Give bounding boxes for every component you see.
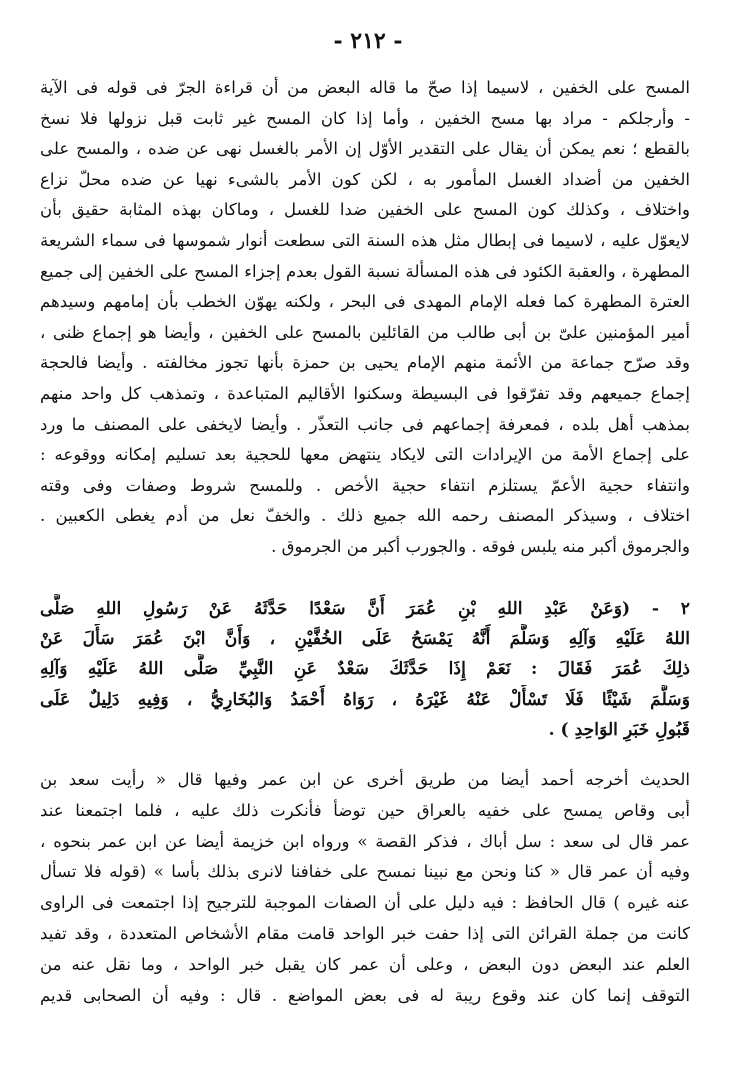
text-line: العلم عند البعض دون البعض ، وعلى أن عمر كان يقبل خبر الواحد ، وما نقل عنه من (40, 954, 690, 974)
text-line: بالقطع ؛ نعم يمكن أن يقال على التقدير الأوّل إن الأمر بالغسل نهى عن ضده ، والمسح على (40, 139, 690, 159)
text-line: عمر قال لى سعد : سل أباك ، فذكر القصة » ورواه ابن خزيمة أيضا عن ابن عمر بنحوه ، (40, 831, 690, 851)
page-number: - ٢١٢ - (333, 28, 403, 54)
hadith-line: اللهُ عَلَيْهِ وَآلِهِ وَسَلَّمَ أَنَّهُ يَمْسَحُ عَلَى الخُفَّيْنِ ، وَأَنَّ ابْنَ عُمَرَ سَأَلَ عَنْ (40, 629, 690, 650)
text-line: المطهرة ، والعقبة الكئود فى هذه المسألة نسبة القول بعدم إجزاء المسح على الخفين إلى جميع (40, 261, 690, 281)
text-line: بمذهب أهل بلده ، فمعرفة إجماعهم فى جانب التعذّر . وأيضا لايخفى على المصنف ما ورد (40, 414, 690, 434)
text-line: كانت من جملة القرائن التى إذا حفت خبر الواحد قامت مقام الأشخاص المتعددة ، وقد تفيد (40, 923, 690, 943)
text-line: وقد صرّح جماعة من الأئمة منهم الإمام يحيى بن حمزة بأنها تجوز مخالفته . وأيضا فالحجة (40, 353, 690, 373)
text-line: واختلاف ، وكذلك كون المسح على الخفين ضدا للغسل ، وماكان بهذه المثابة حقيق بأن (40, 200, 690, 220)
text-line: - وأرجلكم - مراد بها مسح الخفين ، وأما إذا كان المسح غير ثابت قبل نزولها فلا نسخ (40, 108, 690, 128)
commentary-paragraph-bottom (40, 765, 690, 1011)
text-line: الخفين من أضداد الغسل المأمور به ، لكن كون الأمر بالشىء نهيا عن ضده محلّ نزاع (40, 169, 690, 189)
text-line: اختلاف ، وسيذكر المصنف رحمه الله جميع ذلك . والخفّ نعل من أدم يغطى الكعبين . (40, 506, 690, 526)
text-line: المسح على الخفين ، لاسيما إذا صحّ ما قاله البعض من أن قراءة الجرّ فى قوله فى الآية (40, 78, 690, 97)
hadith-line: ذلِكَ عُمَرَ فَقَالَ : نَعَمْ إِذَا حَدَّثَكَ سَعْدٌ عَنِ النَّبِيِّ صَلَّى اللهُ عَلَيْهِ وَآلِهِ (40, 659, 690, 680)
text-line: أبى وقاص يمسح على خفيه بالعراق حين توضأ فأنكرت ذلك عليه ، فلما اجتمعنا عند (40, 800, 690, 820)
hadith-line: قَبُولِ خَبَرِ الوَاحِدِ ) . (548, 719, 690, 740)
text-line: العترة المطهرة كما فعله الإمام المهدى فى البحر ، ولكنه يهوّن الخطب بأن إمامهم وسيدهم (40, 292, 690, 312)
hadith-line: ٢ - (وَعَنْ عَبْدِ اللهِ بْنِ عُمَرَ أَنَّ سَعْدًا حَدَّثَهُ عَنْ رَسُولِ اللهِ صَلَّى (40, 599, 690, 619)
text-line: والجرموق أكبر منه يلبس فوقه . والجورب أكبر من الجرموق . (271, 536, 690, 556)
text-line: أمير المؤمنين علىّ بن أبى طالب من القائلين بالمسح على الخفين ، وأيضا هو إجماع ظنى ، (40, 322, 690, 342)
text-line: الحديث أخرجه أحمد أيضا من طريق أخرى عن ابن عمر وفيها قال « رأيت سعد بن (40, 770, 690, 789)
hadith-line: وَسَلَّمَ شَيْئًا فَلَا تَسْأَلْ عَنْهُ غَيْرَهُ ، رَوَاهُ أَحْمَدُ وَالبُخَارِيُّ ، وَفِيهِ دَلِيلٌ عَلَى (40, 689, 690, 710)
text-line: التوقف إنما كان عند وقوع ريبة له فى بعض المواضع . قال : وفيه أن الصحابى قديم (40, 985, 690, 1005)
hadith-text (40, 594, 690, 745)
text-line: على إجماع الأمة من الإيرادات التى لايكاد ينتهض معها للحجية بعد تسليم إمكانه ووقوعه : (40, 445, 690, 465)
text-line: عنه غيره ) قال الحافظ : فيه دليل على أن الصفات الموجبة للترجيح إذا اجتمعت فى الراوى (40, 893, 690, 913)
text-line: وفيه أن عمر قال « كنا ونحن مع نبينا نمسح على خفافنا لانرى بذلك بأسا » (قوله فلا تسأل (40, 862, 690, 882)
text-line: وانتفاء حجية الأعمّ يستلزم انتفاء حجية الأخص . وللمسح شروط وصفات وفى وقته (40, 475, 690, 495)
text-line: إجماع جميعهم وقد تفرّقوا فى البسيطة وسكنوا الأقاليم المتباعدة ، وتمذهب كل واحد منهم (40, 383, 690, 403)
text-line: لايعوّل عليه ، لاسيما فى إبطال مثل هذه السنة التى سطعت أنوار شموسها فى سماء الشريعة (40, 230, 690, 250)
commentary-paragraph-top (40, 73, 690, 563)
